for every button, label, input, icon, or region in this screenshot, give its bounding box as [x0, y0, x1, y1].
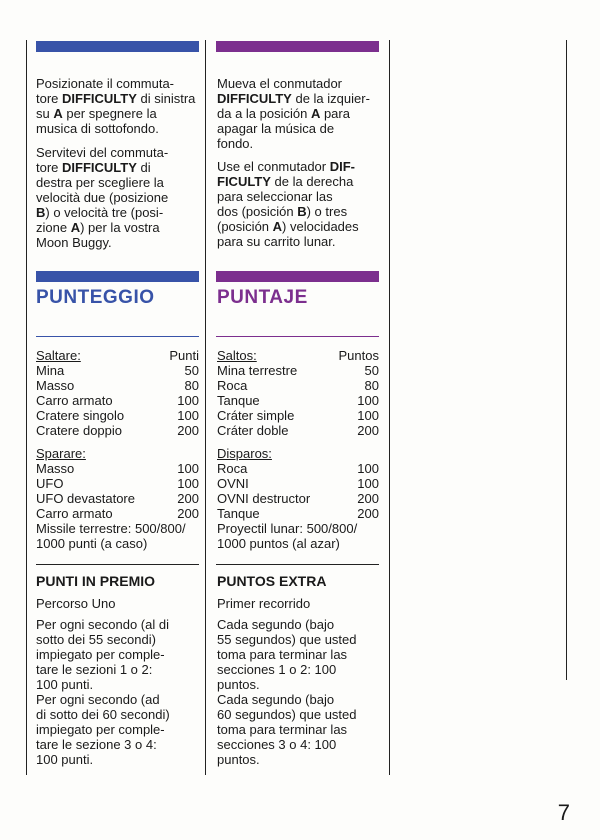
left-section-underline	[36, 336, 199, 337]
right-intro-paragraph-1: Mueva el conmutador DIFFICULTY de la izquier- da a la posición A para apagar la música de fondo.	[217, 76, 370, 151]
left-section-title: PUNTEGGIO	[36, 287, 155, 308]
right-bonus-subtitle: Primer recorrido	[217, 596, 311, 611]
table-row: UFO 100	[36, 476, 199, 491]
left-top-color-bar	[36, 41, 199, 52]
left-missile-note: Missile terrestre: 500/800/ 1000 punti (a caso)	[36, 521, 186, 551]
table-row: OVNI destructor 200	[217, 491, 379, 506]
right-bonus-paragraph-1: Cada segundo (bajo 55 segundos) que usted toma para terminar las secciones 1 o 2: 100 puntos.	[217, 617, 357, 692]
right-bonus-paragraph-2: Cada segundo (bajo 60 segundos) que usted toma para terminar las secciones 3 o 4: 100 puntos.	[217, 692, 357, 767]
left-margin-rule	[26, 40, 27, 775]
table-row: Cratere doppio 200	[36, 423, 199, 438]
table-row: Masso 100	[36, 461, 199, 476]
left-bonus-rule	[36, 564, 199, 565]
table-row: Cratere singolo 100	[36, 408, 199, 423]
table-row: Mina 50	[36, 363, 199, 378]
table-row: Tanque 100	[217, 393, 379, 408]
left-points-header: Punti	[169, 348, 199, 363]
right-top-color-bar	[216, 41, 379, 52]
table-row: Roca 100	[217, 461, 379, 476]
left-scoring-table	[36, 348, 199, 551]
left-bonus-paragraph-1: Per ogni secondo (al di sotto dei 55 secondi) impiegato per comple- tare le sezioni 1 o 2: 100 punti.	[36, 617, 169, 692]
right-bonus-title: PUNTOS EXTRA	[217, 573, 327, 589]
right-missile-note: Proyectil lunar: 500/800/ 1000 puntos (al azar)	[217, 521, 358, 551]
table-row: Carro armato 100	[36, 393, 199, 408]
page-number: 7	[557, 800, 570, 825]
left-bonus-subtitle: Percorso Uno	[36, 596, 116, 611]
center-left-rule	[205, 40, 206, 775]
right-jump-header: Saltos:	[217, 348, 257, 363]
right-shoot-header: Disparos:	[217, 446, 272, 461]
table-row: UFO devastatore 200	[36, 491, 199, 506]
right-section-title: PUNTAJE	[217, 287, 308, 308]
table-row: Mina terrestre 50	[217, 363, 379, 378]
left-shoot-header: Sparare:	[36, 446, 86, 461]
right-margin-rule	[566, 40, 567, 680]
left-section-color-bar	[36, 271, 199, 282]
left-intro-paragraph-2: Servitevi del commuta- tore DIFFICULTY di destra per scegliere la velocità due (posizione B) o velocità tre (posi- zione A) per la vostra Moon Buggy.	[36, 145, 169, 250]
table-row: Carro armato 200	[36, 506, 199, 521]
left-bonus-paragraph-2: Per ogni secondo (ad di sotto dei 60 secondi) impiegato per comple- tare le sezione 3 o 4: 100 punti.	[36, 692, 170, 767]
left-bonus-title: PUNTI IN PREMIO	[36, 573, 156, 589]
table-row: OVNI 100	[217, 476, 379, 491]
table-row: Masso 80	[36, 378, 199, 393]
table-row: Cráter simple 100	[217, 408, 379, 423]
left-intro-paragraph-1: Posizionate il commuta- tore DIFFICULTY di sinistra su A per spegnere la musica di sottofondo.	[36, 76, 196, 136]
right-points-header: Puntos	[338, 348, 379, 363]
right-section-underline	[216, 336, 379, 337]
table-row: Cráter doble 200	[217, 423, 379, 438]
right-intro-paragraph-2: Use el conmutador DIF- FICULTY de la derecha para seleccionar las dos (posición B) o tres (posición A) velocidades para su carrito lunar.	[217, 159, 359, 249]
right-section-color-bar	[216, 271, 379, 282]
center-right-rule	[389, 40, 390, 775]
table-row: Tanque 200	[217, 506, 379, 521]
table-row: Roca 80	[217, 378, 379, 393]
right-scoring-table	[217, 348, 379, 551]
right-bonus-rule	[216, 564, 379, 565]
left-jump-header: Saltare:	[36, 348, 81, 363]
